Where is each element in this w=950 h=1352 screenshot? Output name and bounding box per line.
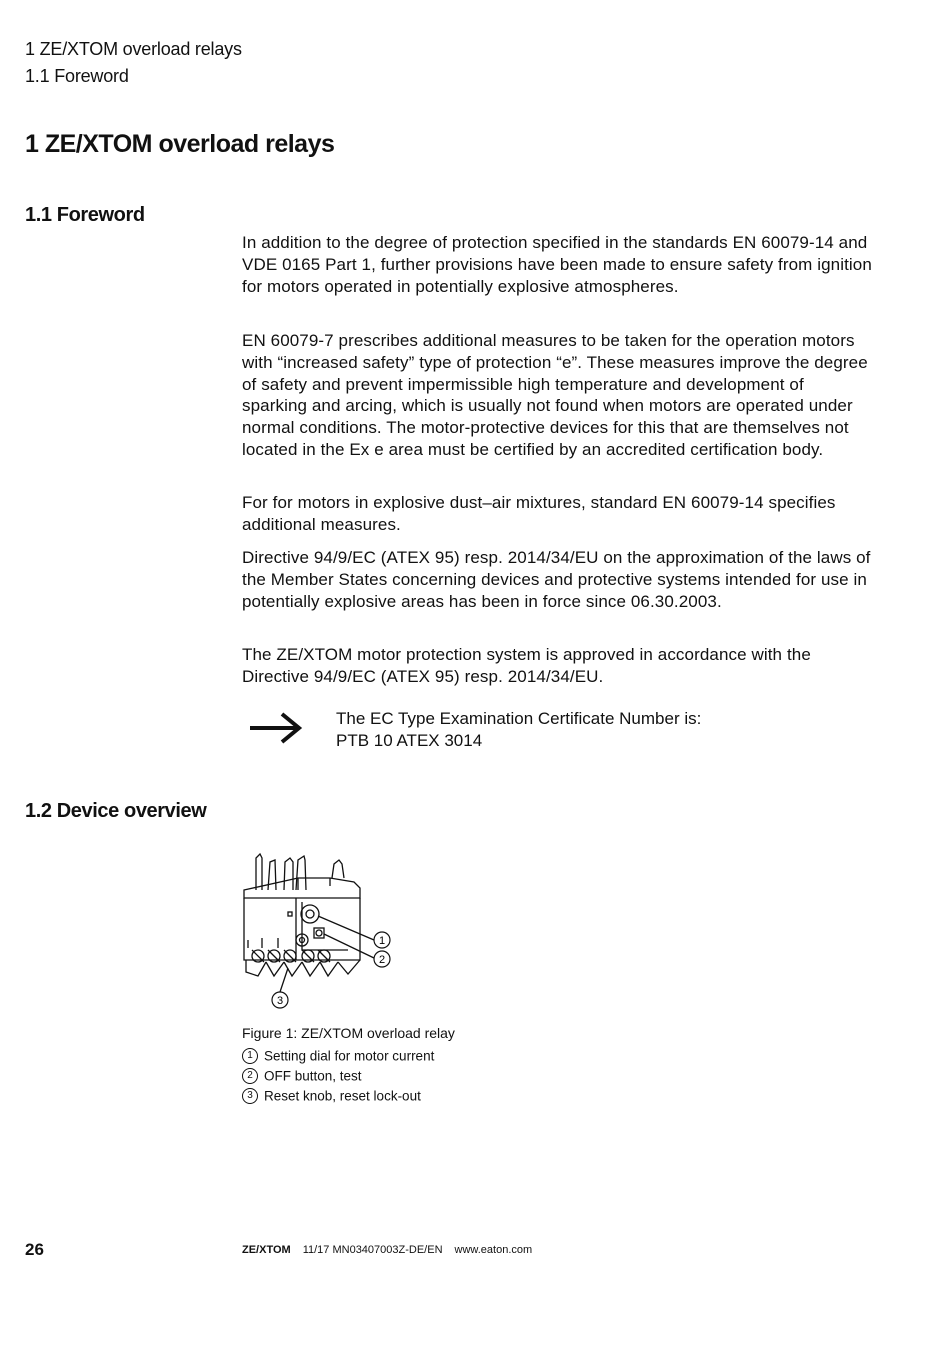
running-header-chapter: 1 ZE/XTOM overload relays [25,39,242,59]
chapter-title: 1 ZE/XTOM overload relays [25,130,335,158]
note-certificate-number: PTB 10 ATEX 3014 [336,731,483,750]
footer-product: ZE/XTOM [242,1244,291,1256]
footer-document-id: 11/17 MN03407003Z-DE/EN [302,1244,443,1256]
section-heading-foreword: 1.1 Foreword [25,204,145,226]
overload-relay-figure [238,850,408,1020]
callout-3 [272,992,288,1008]
legend-number: 1 [242,1048,258,1064]
callout-2 [374,951,390,967]
legend-text: Reset knob, reset lock-out [264,1088,421,1104]
overload-relay-drawing [238,850,408,1015]
callout-1 [374,932,390,948]
paragraph-4: Directive 94/9/EC (ATEX 95) resp. 2014/34/EU on the approximation of the laws of the Member States concerning devices and protective systems intended for use in potentially explosive areas has been in force since 06.30.2003. [242,548,871,611]
legend-text: OFF button, test [264,1068,362,1084]
legend-item [242,1046,434,1066]
figure-caption: Figure 1: ZE/XTOM overload relay [242,1025,455,1041]
legend-item [242,1066,362,1086]
note-certificate-label: The EC Type Examination Certificate Number is: [336,709,702,728]
footer-website-link[interactable]: www.eaton.com [454,1244,533,1256]
legend-number: 2 [242,1068,258,1084]
svg-text:1: 1 [378,935,386,947]
svg-text:3: 3 [276,995,284,1007]
paragraph-1: In addition to the degree of protection specified in the standards EN 60079-14 and VDE 0165 Part 1, further provisions have been made to ensure safety from ignition for motors operated in potentially explosive atmospheres. [242,233,872,296]
paragraph-5: The ZE/XTOM motor protection system is approved in accordance with the Directive 94/9/EC (ATEX 95) resp. 2014/34/EU. [242,645,811,686]
section-heading-device-overview: 1.2 Device overview [25,800,207,822]
svg-text:2: 2 [378,954,386,966]
legend-number: 3 [242,1088,258,1104]
legend-item [242,1086,421,1106]
page-number: 26 [25,1240,44,1259]
running-header-section: 1.1 Foreword [25,66,129,86]
legend-text: Setting dial for motor current [264,1048,435,1064]
paragraph-2: EN 60079-7 prescribes additional measures to be taken for the operation motors with “increased safety” type of protection “e”. These measures improve the degree of safety and prevent impermissible high temperature and development of sparking and arcing, which is usually not found when motors are operated under normal conditions. The motor-protective devices for this that are themselves not located in the Ex e area must be certified by an accredited certification body. [242,331,868,459]
page-footer [242,1244,532,1256]
right-arrow-icon [248,710,304,751]
paragraph-3: For for motors in explosive dust–air mixtures, standard EN 60079-14 specifies additional measures. [242,493,836,534]
